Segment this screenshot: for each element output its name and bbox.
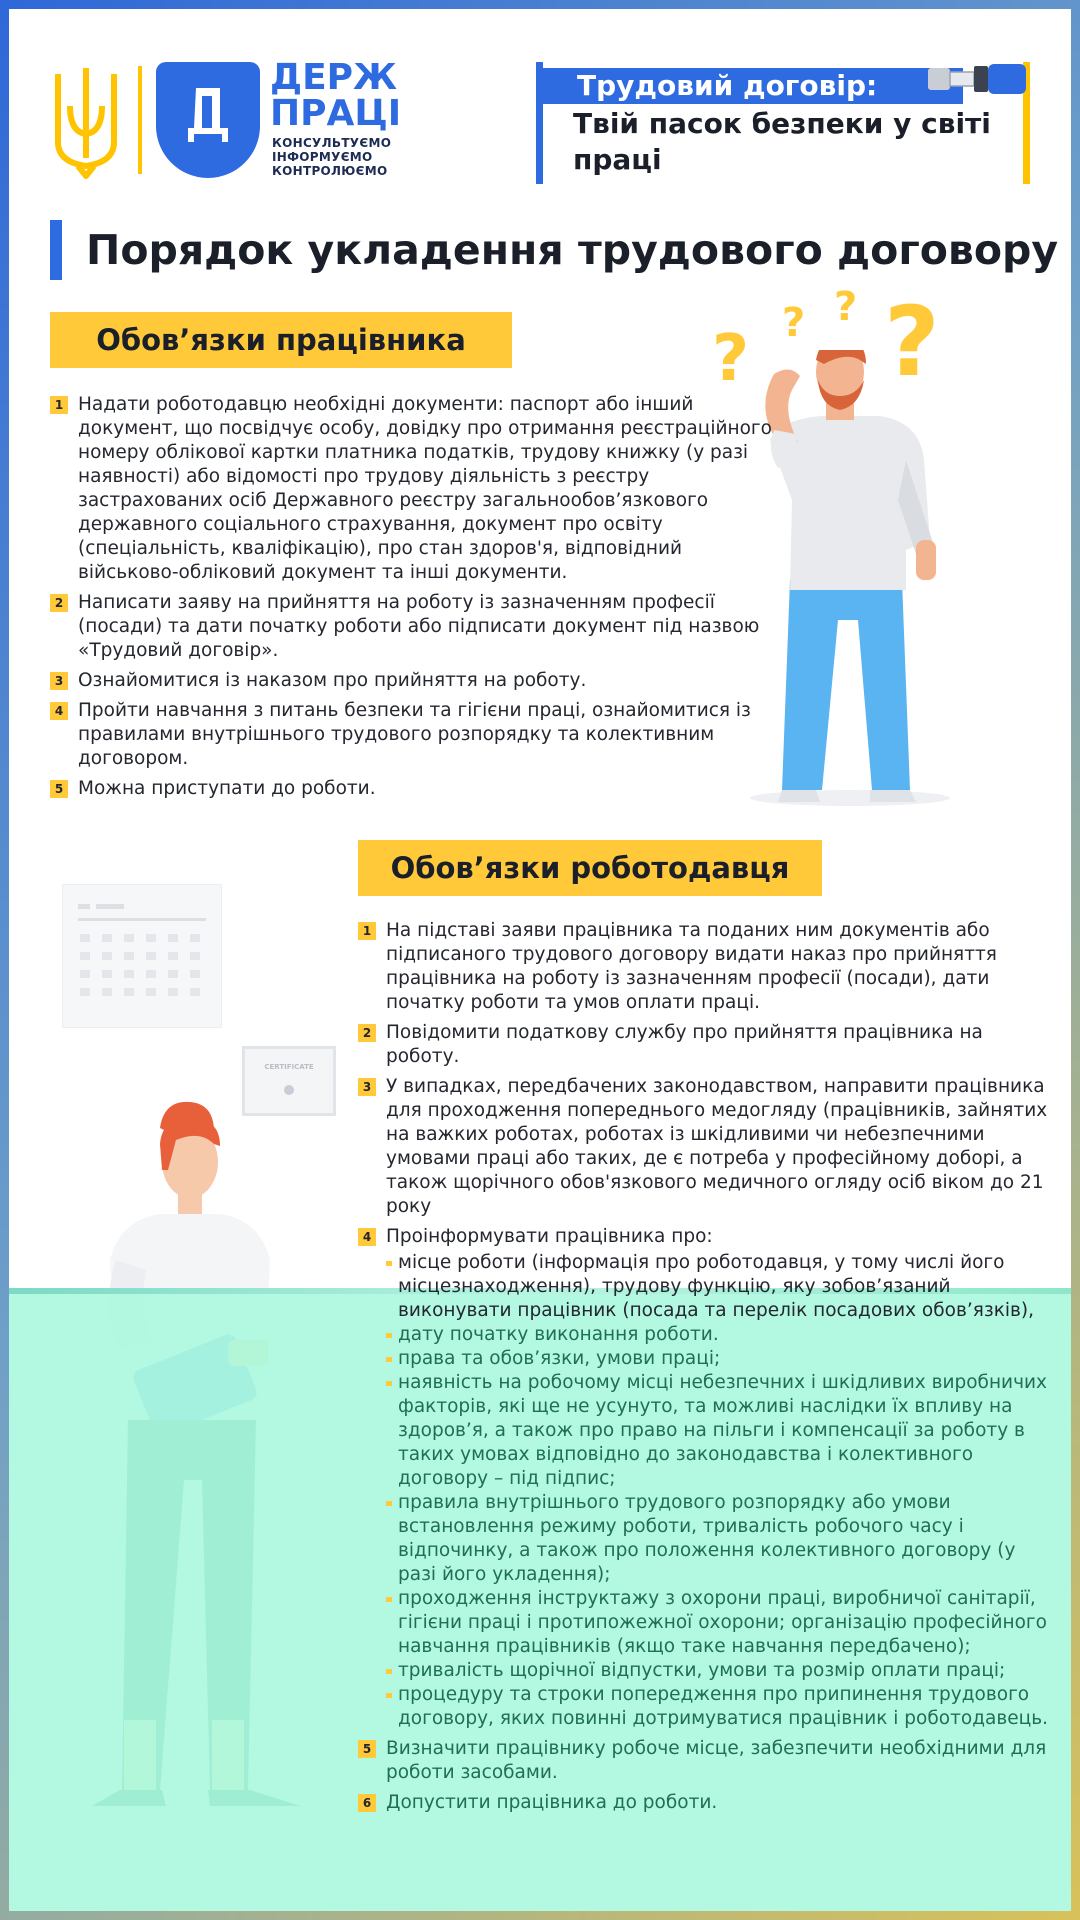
list-item (358, 919, 1048, 1015)
item-text: Написати заяву на прийняття на роботу із зазначенням професії (посади) та дати початку роботи або підписати документ під назвою «Трудовий договір». (78, 592, 760, 661)
brand-sub-2: ІНФОРМУЄМО (272, 150, 373, 164)
list-item (50, 669, 780, 693)
list-item (358, 1791, 1048, 1815)
sublist-item: права та обов’язки, умови праці; (386, 1347, 1048, 1371)
item-text: У випадках, передбачених законодавством, направити працівника для проходження попереднього медогляду (працівників, зайнятих на важких роботах, роботах із шкідливими чи небезпечними умовами праці або таких, де є потреба у професійному доборі, а також щорічного обов'язкового медичного огляду осіб віком до 21 року (386, 1076, 1048, 1217)
calendar-illustration (62, 884, 222, 1028)
question-mark-icon: ? (712, 322, 750, 396)
employer-list (358, 919, 1048, 1821)
item-text: Визначити працівнику робоче місце, забезпечити необхідними для роботи засобами. (386, 1738, 1047, 1783)
sublist-item: дату початку виконання роботи. (386, 1323, 1048, 1347)
item-number: 1 (358, 922, 376, 940)
list-item (358, 1075, 1048, 1219)
brand-sub-1: КОНСУЛЬТУЄМО (272, 136, 392, 150)
item-number: 1 (50, 396, 68, 414)
trident-icon (50, 62, 122, 180)
item-number: 4 (358, 1228, 376, 1246)
slogan-head: Трудовий договір: (543, 68, 963, 104)
list-item (358, 1021, 1048, 1069)
item-text: Ознайомитися із наказом про прийняття на роботу. (78, 670, 587, 691)
item-text: Допустити працівника до роботи. (386, 1792, 718, 1813)
sublist-item: наявність на робочому місці небезпечних і шкідливих виробничих факторів, які ще не усунуто, та можливі наслідки їх впливу на здоров’я, а також про право на пільги і компенсації за роботу в таких умовах відповідно до законодавства і колективного договору – під підпис; (386, 1371, 1048, 1491)
sublist-item: проходження інструктажу з охорони праці, виробничої санітарії, гігієни праці і протипожежної охорони; організацію професійного навчання працівників (якщо таке навчання передбачено); (386, 1587, 1048, 1659)
list-item (50, 699, 780, 771)
slogan-text: Твій пасок безпеки у світі праці (573, 107, 991, 176)
item-number: 6 (358, 1794, 376, 1812)
seatbelt-icon (928, 58, 1028, 102)
sublist-item: процедуру та строки попередження про припинення трудового договору, яких повинні дотримуватися працівник і роботодавець. (386, 1683, 1048, 1731)
question-mark-icon: ? (834, 284, 858, 330)
header-divider (138, 66, 142, 174)
item-number: 5 (358, 1740, 376, 1758)
shield-d-icon (182, 84, 234, 144)
brand-line1: ДЕРЖ (270, 57, 398, 98)
sublist-item: правила внутрішнього трудового розпорядку або умови встановлення режиму роботи, тривалість робочого часу і відпочинку, а також про положення колективного договору (у разі його укладення); (386, 1491, 1048, 1587)
question-mark-icon: ? (884, 286, 940, 398)
item-number: 2 (358, 1024, 376, 1042)
list-item (358, 1225, 1048, 1731)
item-text: Надати роботодавцю необхідні документи: паспорт або інший документ, що посвідчує особу, довідку про отримання реєстраційного номеру облікової картки платника податків, трудову книжку (у разі наявності) або відомості про трудову діяльність з реєстру застрахованих осіб Державного реєстру загальнообов’язкового державного соціального страхування, документ про освіту (спеціальність, кваліфікацію), про стан здоров'я, відповідний військово-обліковий документ та інші документи. (78, 394, 772, 583)
item-number: 4 (50, 702, 68, 720)
question-mark-icon: ? (782, 300, 806, 346)
item-number: 3 (358, 1078, 376, 1096)
item-text: Повідомити податкову службу про прийняття працівника на роботу. (386, 1022, 983, 1067)
list-item (50, 591, 780, 663)
item-text: Пройти навчання з питань безпеки та гігієни праці, ознайомитися із правилами внутрішнього трудового розпорядку та колективним договором. (78, 700, 751, 769)
brand-line2: ПРАЦІ (270, 93, 402, 134)
certificate-seal (284, 1085, 294, 1095)
dp-shield-logo (156, 62, 260, 178)
employee-heading: Обов’язки працівника (50, 312, 512, 368)
sublist-item: місце роботи (інформація про роботодавця, у тому числі його місцезнаходження), трудову функцію, яку зобов’язаний виконувати працівник (посада та перелік посадових обов’язків), (386, 1251, 1048, 1323)
employee-list (50, 393, 780, 807)
item-text: На підставі заяви працівника та поданих ним документів або підписаного трудового договору видати наказ про прийняття працівника на роботу із зазначенням професії (посади), дати початку роботи та умов оплати праці. (386, 920, 997, 1013)
list-item (50, 777, 780, 801)
item-text: Можна приступати до роботи. (78, 778, 376, 799)
sublist-item: тривалість щорічної відпустки, умови та розмір оплати праці; (386, 1659, 1048, 1683)
inform-sublist (386, 1251, 1048, 1731)
item-number: 3 (50, 672, 68, 690)
item-number: 2 (50, 594, 68, 612)
list-item (50, 393, 780, 585)
item-text: Проінформувати працівника про: (386, 1226, 713, 1247)
certificate-label: CERTIFICATE (264, 1063, 314, 1071)
list-item (358, 1737, 1048, 1785)
title-accent (50, 220, 62, 280)
page-title: Порядок укладення трудового договору (86, 226, 1059, 274)
employer-heading: Обов’язки роботодавця (358, 840, 822, 896)
brand-sub-3: КОНТРОЛЮЄМО (272, 164, 388, 178)
item-number: 5 (50, 780, 68, 798)
